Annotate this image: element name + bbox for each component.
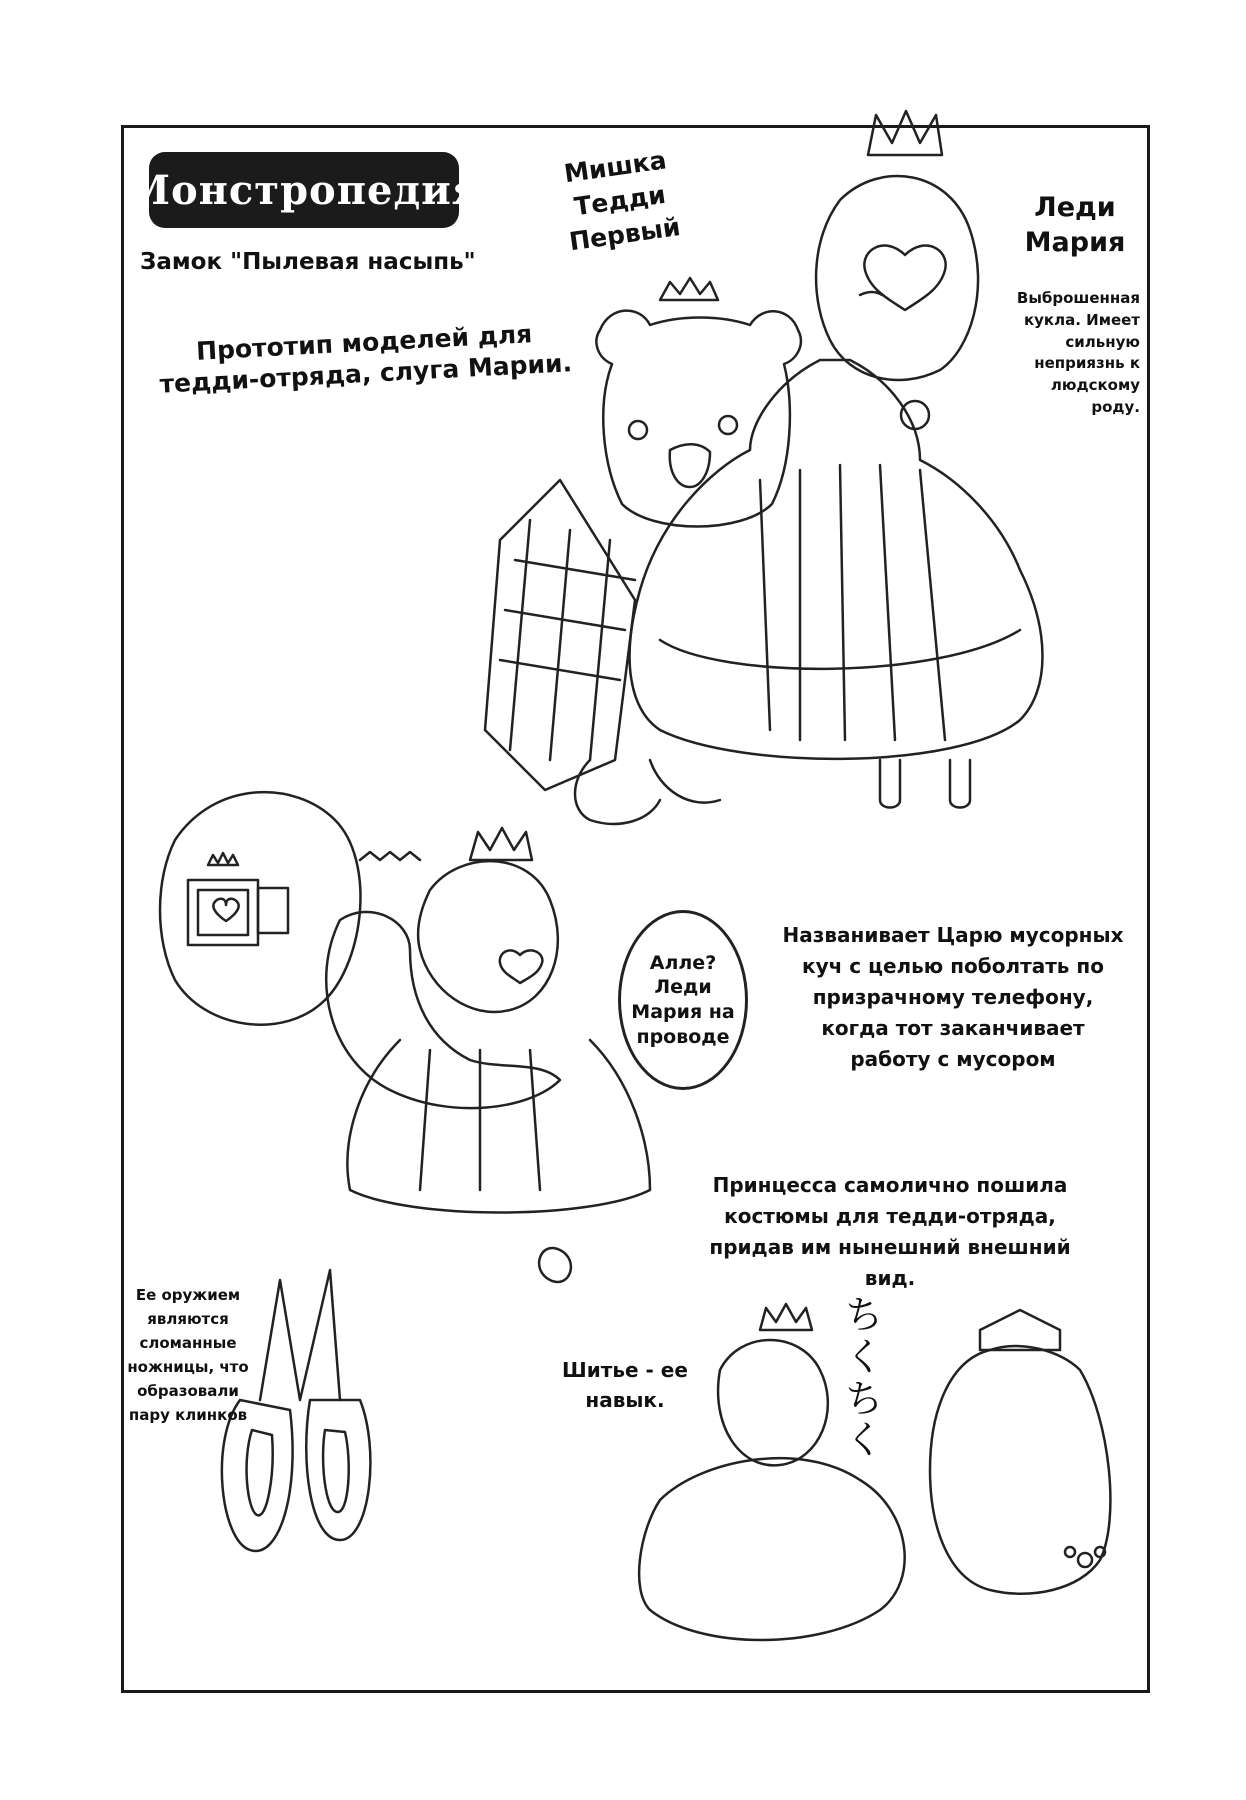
phone-description: Названивает Царю мусорных куч с целью поболтать по призрачному телефону, когда тот заканчивает работу с мусором <box>782 923 1124 1071</box>
maria-phone-illustration <box>326 828 650 1282</box>
sewing-sfx: ちくちく <box>845 1293 884 1463</box>
maria-name <box>1015 190 1135 260</box>
tv-phone-illustration <box>160 792 360 1025</box>
sewing-skill: Шитье - ее навык. <box>562 1358 688 1412</box>
maria-name-line: Леди <box>1034 192 1116 223</box>
teddy-description: Прототип моделей для тедди-отряда, слуга Марии. <box>158 319 573 399</box>
teddy-name-line: Первый <box>567 211 682 256</box>
speech-text: Алле? Леди Мария на проводе <box>631 951 735 1048</box>
teddy-name-line: Мишка <box>562 145 669 189</box>
speech-bubble <box>618 910 748 1090</box>
maria-name-line: Мария <box>1024 227 1126 259</box>
teddy-name-line: Тедди <box>572 179 668 222</box>
weapon-description: Ее оружием являются сломанные ножницы, что образовали пару клинков <box>127 1286 249 1424</box>
lady-maria-illustration <box>630 111 1043 808</box>
teddy-name <box>554 142 687 259</box>
page-title: Монстропедия <box>149 152 459 228</box>
costumes-description: Принцесса самолично пошила костюмы для тедди-отряда, придав им нынешний внешний вид. <box>709 1173 1071 1290</box>
maria-description: Выброшенная кукла. Имеет сильную неприязнь к людскому роду. <box>1016 289 1140 416</box>
location-subtitle: Замок "Пылевая насыпь" <box>140 249 476 275</box>
